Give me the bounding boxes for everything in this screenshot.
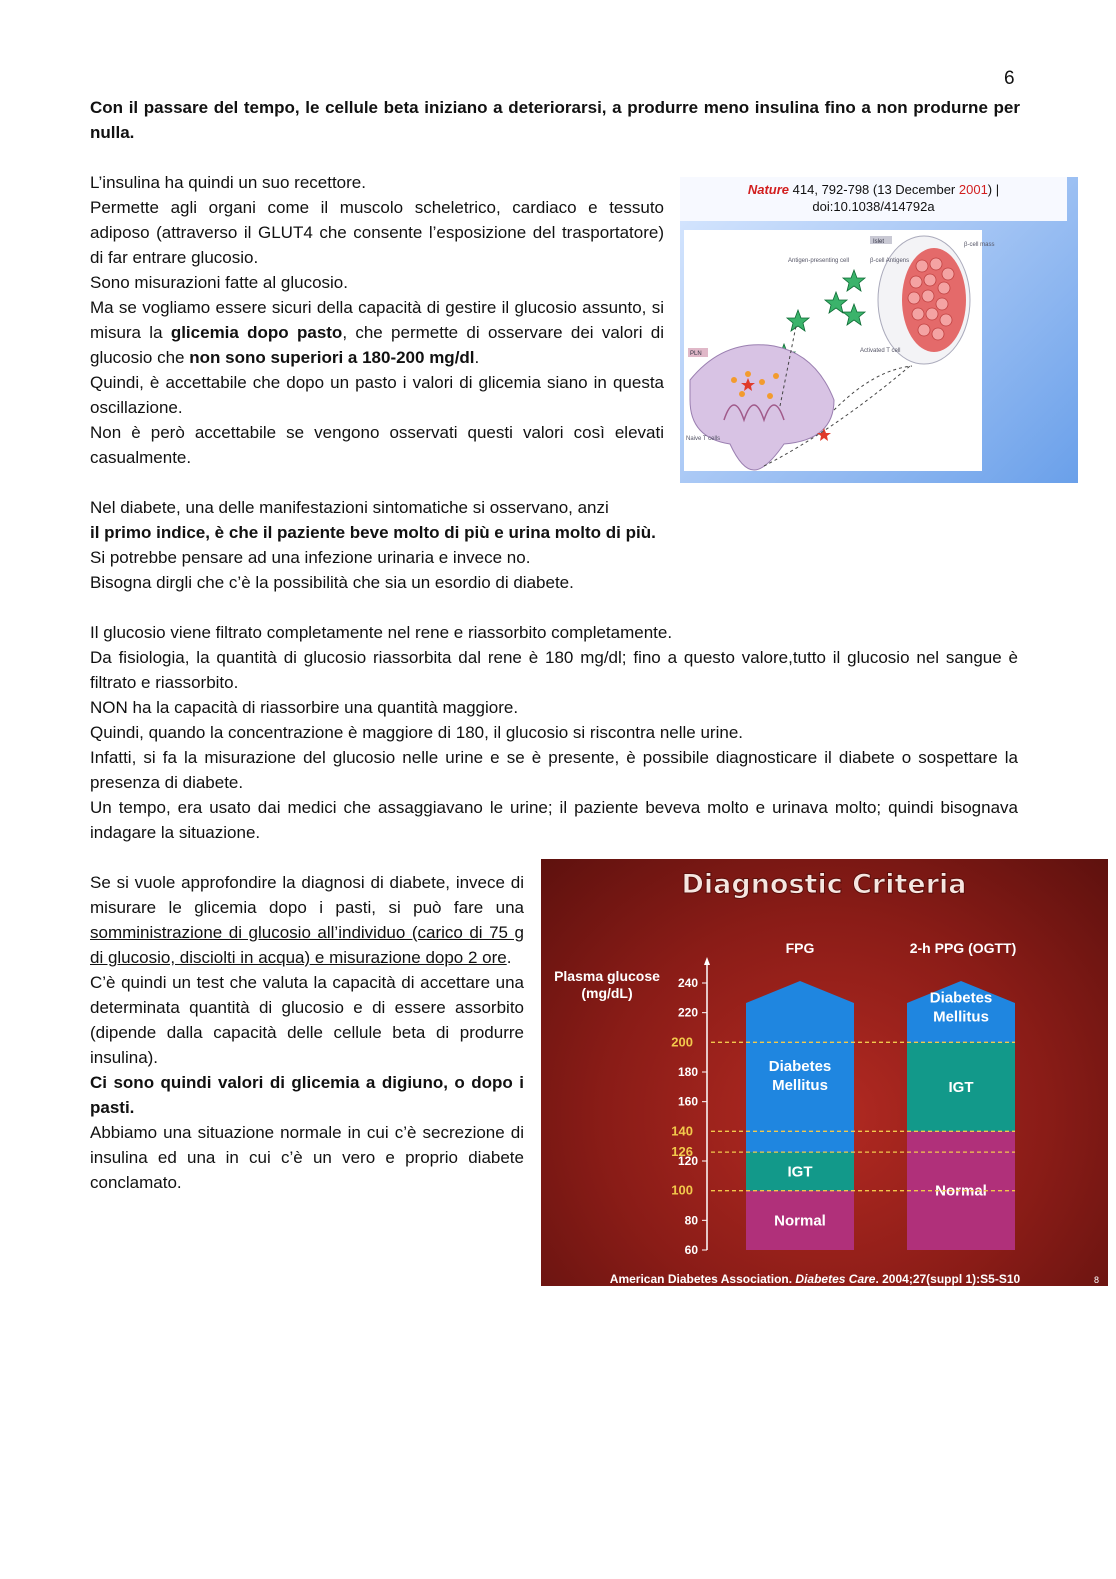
ogtt-paragraph [90, 870, 524, 1195]
y-tick-label: 220 [677, 1005, 698, 1020]
dashed-path-1 [834, 366, 912, 410]
column-header: 2-h PPG (OGTT) [909, 940, 1017, 956]
label-pln: PLN [690, 351, 702, 357]
chart-title: Diagnostic Criteria [681, 869, 967, 900]
kidney-paragraph [90, 620, 1018, 845]
random-values-line: Non è però accettabile se vengono osservati questi valori così elevati casualmente. [90, 423, 664, 467]
urine-line: Quindi, quando la concentrazione è maggiore di 180, il glucosio si riscontra nelle urine. [90, 723, 743, 742]
test-line: C’è quindi un test che valuta la capacità di accettare una determinata quantità di glucosio e di essere assorbito (dipende dalla capacità delle cellule beta di produrre insulina). [90, 973, 524, 1067]
receptor-line: L’insulina ha quindi un suo recettore. [90, 173, 366, 192]
illustration-svg [684, 230, 995, 471]
situation-line: Abbiamo una situazione normale in cui c’è secrezione di insulina ed una in cui c’è un vero e proprio diabete conclamato. [90, 1123, 524, 1192]
threshold-label: 100 [671, 1182, 693, 1198]
y-tick-label: 180 [677, 1065, 698, 1079]
y-tick-label: 240 [677, 976, 698, 990]
column-header: FPG [785, 940, 815, 956]
label-naive: Naive T cells [686, 436, 721, 442]
capacity-line: NON ha la capacità di riassorbire una quantità maggiore. [90, 698, 519, 717]
physiology-line: Da fisiologia, la quantità di glucosio riassorbita dal rene è 180 mg/dl; fino a questo valore,tutto il glucosio nel sangue è filtrato e riassorbito. [90, 648, 1018, 692]
history-line: Un tempo, era usato dai medici che assaggiavano le urine; il paziente beveva molto e urinava molto; quindi bisognava indagare la situazione. [90, 798, 1018, 842]
threshold-label: 200 [671, 1034, 693, 1050]
segment-label: Normal [774, 1212, 826, 1230]
y-axis-arrow [704, 957, 710, 965]
filtration-line: Il glucosio viene filtrato completamente nel rene e riassorbito completamente. [90, 623, 673, 642]
label-apc: Antigen-presenting cell [788, 258, 850, 264]
y-tick-label: 60 [684, 1243, 698, 1257]
y-tick-label: 160 [677, 1094, 698, 1109]
segment-label: Diabetes Mellitus [768, 1057, 832, 1094]
illustration [684, 230, 995, 471]
infection-line: Si potrebbe pensare ad una infezione urinaria e invece no. [90, 548, 531, 567]
segment-label: IGT [787, 1163, 813, 1181]
fasting-line: Ci sono quindi valori di glicemia a digiuno, o dopo i pasti. [90, 1073, 524, 1117]
glut4-line: Permette agli organi come il muscolo scheletrico, cardiaco e tessuto adiposo (attraverso il GLUT4 che consente l’esposizione del trasportatore) di far entrare glucosio. [90, 198, 664, 267]
page-number: 6 [1004, 68, 1015, 89]
symptoms-line: Nel diabete, una delle manifestazioni sintomatiche si osservano, anzi [90, 498, 609, 517]
oscillation-line: Quindi, è accettabile che dopo un pasto i valori di glicemia siano in questa oscillazione. [90, 373, 664, 417]
chart-svg [541, 859, 1108, 1286]
y-tick-label: 120 [677, 1154, 698, 1168]
threshold-label: 140 [671, 1123, 693, 1139]
pancreas-immune-figure [680, 177, 1078, 483]
intro-paragraph [90, 95, 1020, 145]
label-beta-mass: β-cell mass [964, 242, 995, 248]
segment-label: Normal [935, 1182, 987, 1200]
label-activated: Activated T cell [860, 348, 901, 354]
figure-caption: Nature 414, 792-798 (13 December 2001) | doi:10.1038/414792a [680, 177, 1067, 221]
diagnostic-criteria-chart [541, 859, 1108, 1286]
insulin-receptor-paragraph [90, 170, 664, 470]
threshold-label: 126 [671, 1144, 693, 1160]
ogtt-line: Se si vuole approfondire la diagnosi di diabete, invece di misurare le glicemia dopo i pasti, si può fare una somministrazione di glucosio all’individuo (carico di 75 g di glucosio, disciolti in acqua) e misurazione dopo 2 ore. [90, 873, 524, 967]
first-index-line: il primo indice, è che il paziente beve molto di più e urina molto di più. [90, 523, 656, 542]
y-tick-label: 80 [684, 1213, 698, 1228]
label-beta-antigens: β-cell Antigens [870, 258, 910, 264]
slide-number: 8 [1094, 1275, 1100, 1285]
symptoms-paragraph [90, 495, 710, 595]
onset-line: Bisogna dirgli che c’è la possibilità che sia un esordio di diabete. [90, 573, 574, 592]
measurement-line: Sono misurazioni fatte al glucosio. [90, 273, 348, 292]
postprandial-line: Ma se vogliamo essere sicuri della capacità di gestire il glucosio assunto, si misura la glicemia dopo pasto, che permette di osservare dei valori di glucosio che non sono superiori a 180-200 mg/dl. [90, 298, 665, 367]
chart-source: American Diabetes Association. Diabetes Care. 2004;27(suppl 1):S5-S10 [609, 1272, 1021, 1286]
segment-label: IGT [948, 1078, 974, 1096]
label-islet: Islet [873, 239, 885, 245]
segment-label: Diabetes Mellitus [929, 989, 993, 1026]
lymph-node [690, 345, 834, 470]
y-axis-label: Plasma glucose (mg/dL) [554, 968, 660, 1001]
diagnosis-line: Infatti, si fa la misurazione del glucosio nelle urine e se è presente, è possibile diagnosticare il diabete o sospettare la presenza di diabete. [90, 748, 1018, 792]
intro-text: Con il passare del tempo, le cellule beta iniziano a deteriorarsi, a produrre meno insulina fino a non produrne per nulla. [90, 98, 1020, 142]
